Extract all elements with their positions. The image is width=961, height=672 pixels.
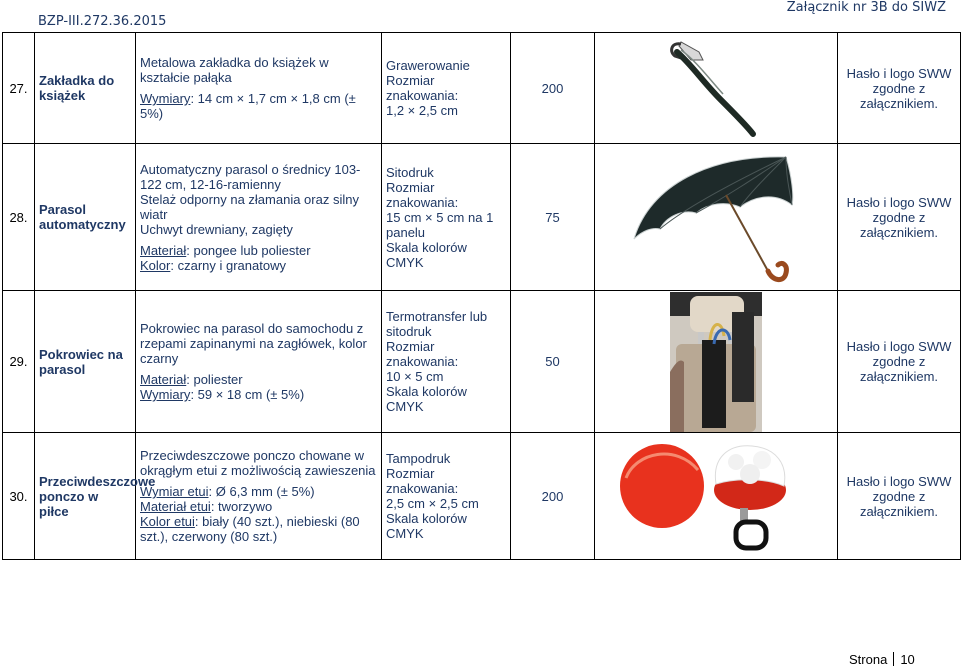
product-name: Parasol automatyczny <box>35 144 136 291</box>
logo-requirement: Hasło i logo SWW zgodne z załącznikiem. <box>838 33 961 144</box>
quantity: 50 <box>511 291 595 433</box>
footer-separator <box>893 652 894 666</box>
row-number: 30. <box>3 433 35 560</box>
umbrella-image <box>595 144 838 291</box>
quantity: 200 <box>511 33 595 144</box>
row-number: 27. <box>3 33 35 144</box>
print-spec: Termotransfer lub sitodruk Rozmiar znakowania: 10 × 5 cm Skala kolorów CMYK <box>382 291 511 433</box>
attachment-label: Załącznik nr 3B do SIWZ <box>786 0 946 15</box>
umbrella-cover-image <box>595 291 838 433</box>
document-reference: BZP-III.272.36.2015 <box>38 14 167 29</box>
product-name: Przeciwdeszczowe ponczo w piłce <box>35 433 136 560</box>
logo-requirement: Hasło i logo SWW zgodne z załącznikiem. <box>838 291 961 433</box>
product-name: Zakładka do książek <box>35 33 136 144</box>
print-spec: Sitodruk Rozmiar znakowania: 15 cm × 5 cm na 1 panelu Skala kolorów CMYK <box>382 144 511 291</box>
print-spec: Tampodruk Rozmiar znakowania: 2,5 cm × 2,5 cm Skala kolorów CMYK <box>382 433 511 560</box>
poncho-ball-image <box>595 433 838 560</box>
table-row <box>3 291 961 433</box>
product-description: Automatyczny parasol o średnicy 103-122 cm, 12-16-ramienny Stelaż odporny na złamania oraz silny wiatr Uchwyt drewniany, zagięty Materiał: pongee lub poliester Kolor: czarny i granatowy <box>136 144 382 291</box>
table-row <box>3 144 961 291</box>
print-spec: Grawerowanie Rozmiar znakowania: 1,2 × 2,5 cm <box>382 33 511 144</box>
logo-requirement: Hasło i logo SWW zgodne z załącznikiem. <box>838 144 961 291</box>
product-name: Pokrowiec na parasol <box>35 291 136 433</box>
logo-requirement: Hasło i logo SWW zgodne z załącznikiem. <box>838 433 961 560</box>
page-label: Strona <box>849 652 888 667</box>
product-table <box>2 32 961 560</box>
row-number: 29. <box>3 291 35 433</box>
product-description: Metalowa zakładka do książek w kształcie pałąka Wymiary: 14 cm × 1,7 cm × 1,8 cm (± 5%) <box>136 33 382 144</box>
quantity: 200 <box>511 433 595 560</box>
product-description: Przeciwdeszczowe ponczo chowane w okrągłym etui z możliwością zawieszenia Wymiar etui: Ø 6,3 mm (± 5%) Materiał etui: tworzywo Kolor etui: biały (40 szt.), niebieski (80 szt.), czerwony (80 szt.) <box>136 433 382 560</box>
row-number: 28. <box>3 144 35 291</box>
quantity: 75 <box>511 144 595 291</box>
page-footer <box>849 652 915 667</box>
product-description: Pokrowiec na parasol do samochodu z rzepami zapinanymi na zagłówek, kolor czarny Materiał: poliester Wymiary: 59 × 18 cm (± 5%) <box>136 291 382 433</box>
table-row <box>3 433 961 560</box>
bookmark-image <box>595 33 838 144</box>
table-row <box>3 33 961 144</box>
page-number: 10 <box>900 652 915 667</box>
